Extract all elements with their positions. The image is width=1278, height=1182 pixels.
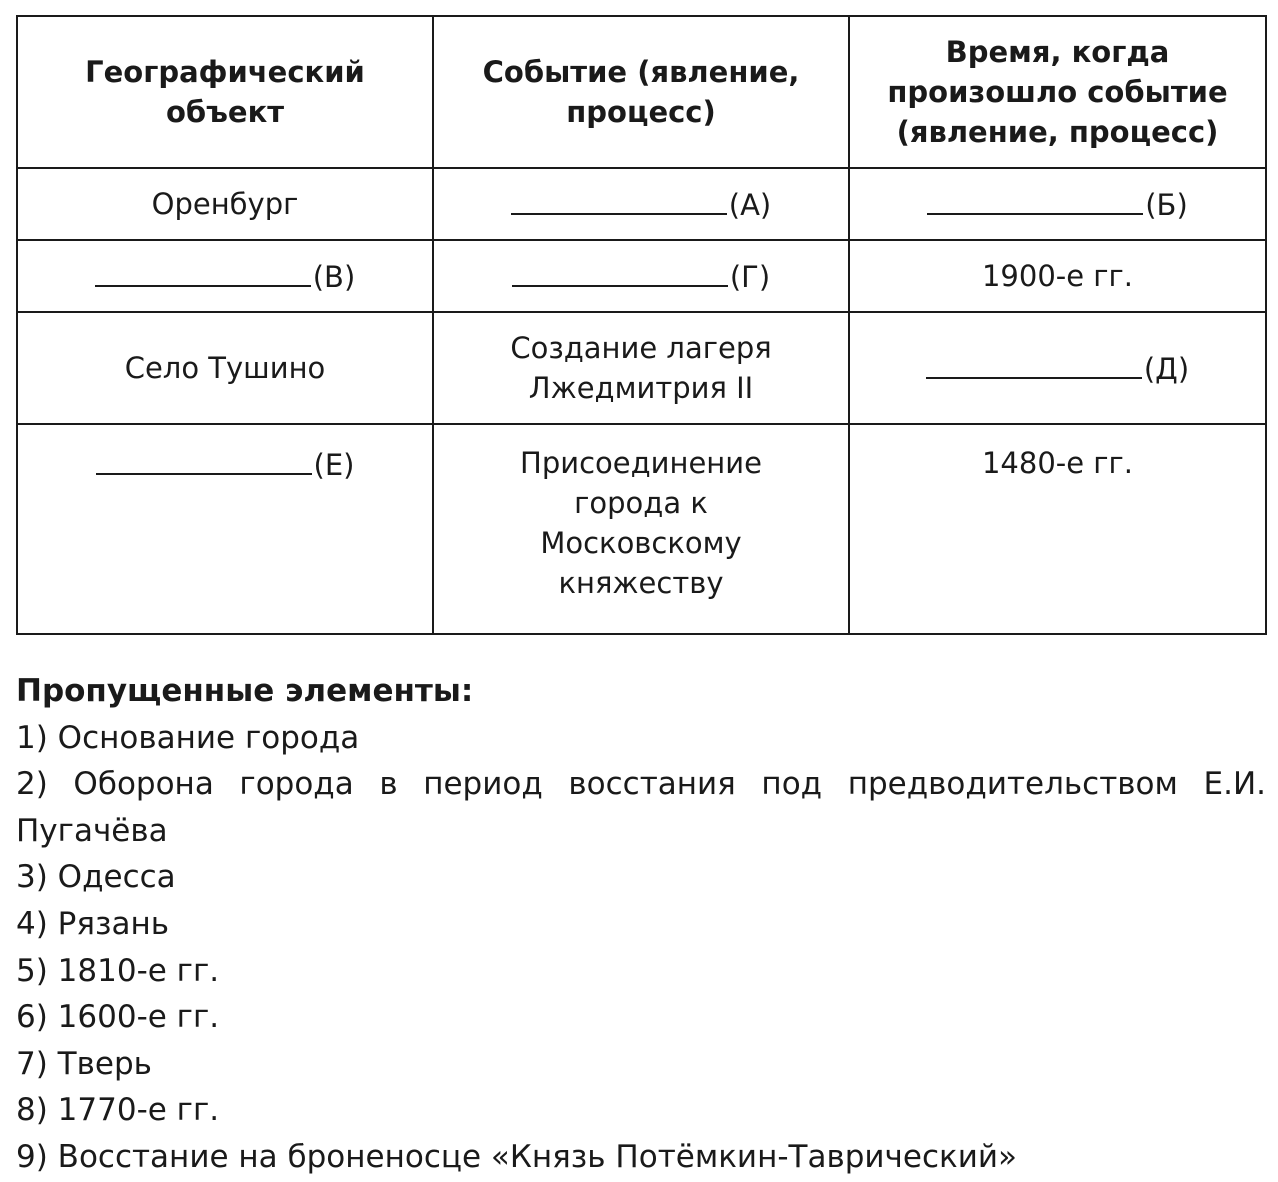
blank-label: (Б) xyxy=(1145,188,1188,222)
table-header-row xyxy=(17,16,1266,168)
table-row xyxy=(17,168,1266,240)
blank-label: (Г) xyxy=(729,260,771,294)
table-row xyxy=(17,240,1266,312)
header-time: Время, когда произошло событие (явление, процесс) xyxy=(849,16,1266,168)
cell-object: Село Тушино xyxy=(17,312,433,424)
cell-time-blank xyxy=(849,312,1266,424)
answer-blank-line xyxy=(512,255,728,287)
cell-time: 1480-е гг. xyxy=(849,424,1266,634)
list-title: Пропущенные элементы: xyxy=(16,673,474,709)
list-item: 4) Рязань xyxy=(16,905,170,942)
list-item: 1) Основание города xyxy=(16,719,360,756)
blank-label: (В) xyxy=(312,260,356,294)
cell-event: Создание лагеря Лжедмитрия II xyxy=(433,312,849,424)
missing-elements-list xyxy=(16,668,1266,1181)
list-item: 6) 1600-е гг. xyxy=(16,999,220,1036)
list-item: 8) 1770-е гг. xyxy=(16,1092,220,1129)
list-item: 3) Одесса xyxy=(16,859,176,896)
blank-label: (Д) xyxy=(1143,352,1190,386)
cell-time-blank xyxy=(849,168,1266,240)
answer-blank-line xyxy=(96,443,312,475)
list-item: Пугачёва xyxy=(16,812,168,849)
list-item: 7) Тверь xyxy=(16,1045,152,1082)
cell-object-blank xyxy=(17,424,433,634)
blank-label: (Е) xyxy=(313,448,355,482)
blank-label: (А) xyxy=(728,188,772,222)
answer-blank-line xyxy=(927,183,1143,215)
answer-blank-line xyxy=(95,255,311,287)
cell-event-blank xyxy=(433,168,849,240)
header-event: Событие (явление, процесс) xyxy=(433,16,849,168)
list-item: 9) Восстание на броненосце «Князь Потёмкин-Таврический» xyxy=(16,1138,1017,1175)
cell-event-blank xyxy=(433,240,849,312)
cell-event: Присоединение города к Московскому княжеству xyxy=(433,424,849,634)
list-item: 5) 1810-е гг. xyxy=(16,952,220,989)
cell-object: Оренбург xyxy=(17,168,433,240)
header-geographic-object: Географический объект xyxy=(17,16,433,168)
table-row xyxy=(17,312,1266,424)
answer-blank-line xyxy=(926,347,1142,379)
cell-time: 1900-е гг. xyxy=(849,240,1266,312)
cell-object-blank xyxy=(17,240,433,312)
history-table xyxy=(16,15,1267,635)
list-item: 2) Оборона города в период восстания под предводительством Е.И. xyxy=(16,766,1266,803)
answer-blank-line xyxy=(511,183,727,215)
table-row xyxy=(17,424,1266,634)
